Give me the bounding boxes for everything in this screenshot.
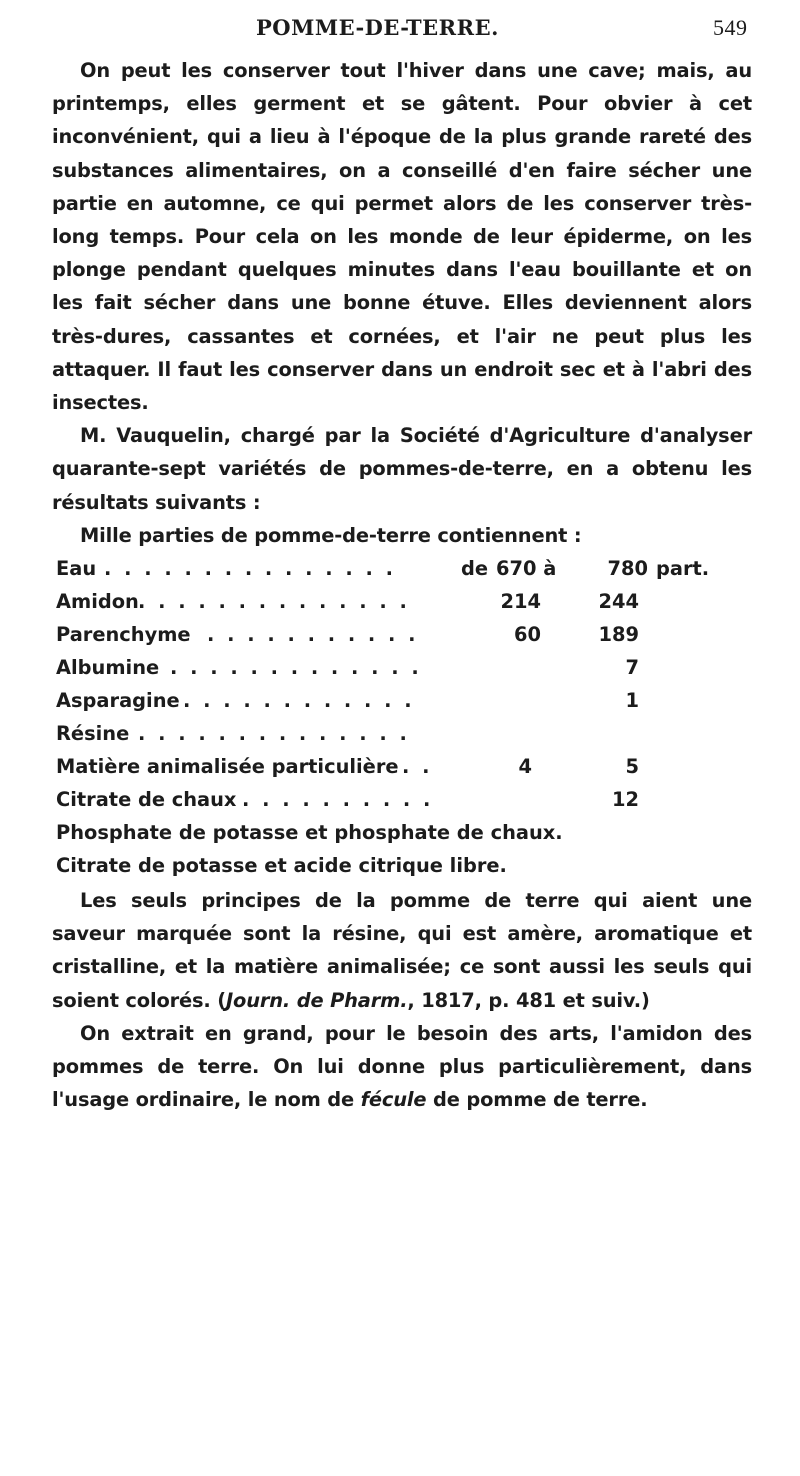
journal-citation: Journ. de Pharm. xyxy=(225,988,408,1012)
row-value-max: 189 xyxy=(598,623,639,647)
row-value-max: 780 xyxy=(607,557,648,581)
citation-details: , 1817, p. 481 et suiv.) xyxy=(407,988,650,1012)
table-row xyxy=(52,651,752,684)
table-note-phosphates: Phosphate de potasse et phosphate de chaux. xyxy=(56,821,563,845)
leader-dots: . . . . . . . . . . . xyxy=(207,623,419,647)
row-label: Asparagine xyxy=(56,689,180,713)
row-value-max: 244 xyxy=(598,590,639,614)
fecule-text-end: de pomme de terre. xyxy=(426,1088,648,1112)
fecule-text: On extrait en grand, pour le besoin des arts, l'amidon des pommes de terre. On lui donne plus particulièrement, dans l'usage ordinaire, le nom de xyxy=(52,1021,752,1112)
paragraph-flavour xyxy=(52,884,752,1017)
row-unit: part. xyxy=(656,557,710,581)
leader-dots: . . . . . . . . . . xyxy=(242,788,434,812)
composition-table xyxy=(52,552,752,882)
row-value-max: 1 xyxy=(625,689,639,713)
row-label: Eau xyxy=(56,557,97,581)
table-row xyxy=(52,783,752,816)
fecule-term: fécule xyxy=(360,1088,427,1112)
row-value-max: 5 xyxy=(625,755,639,779)
row-label: Citrate de chaux xyxy=(56,788,237,812)
leader-dots: . . . . . . . . . . . . . . xyxy=(138,590,410,614)
row-value-min: 214 xyxy=(500,590,541,614)
row-label: Matière animalisée particulière xyxy=(56,755,399,779)
table-row xyxy=(52,684,752,717)
leader-dots: . . . . . . . . . . . . . . . xyxy=(104,557,397,581)
row-value-min: 670 à xyxy=(496,557,557,581)
row-prefix: de xyxy=(461,557,489,581)
row-label: Parenchyme xyxy=(56,623,191,647)
paragraph-table-intro: Mille parties de pomme-de-terre contiennent : xyxy=(80,523,582,547)
row-value-max: 7 xyxy=(625,656,639,680)
row-label: Albumine xyxy=(56,656,160,680)
book-page xyxy=(52,0,752,1116)
row-value-min: 60 xyxy=(514,623,541,647)
row-value-max: 12 xyxy=(612,788,639,812)
table-note-citrate: Citrate de potasse et acide citrique libre. xyxy=(56,854,507,878)
page-number: 549 xyxy=(713,15,748,40)
table-row xyxy=(52,618,752,651)
paragraph-fecule xyxy=(52,1017,752,1117)
leader-dots: . . xyxy=(402,755,433,779)
table-row xyxy=(52,552,752,585)
running-head: POMME-DE-TERRE. xyxy=(256,15,499,40)
page-header xyxy=(52,0,752,54)
row-label: Résine xyxy=(56,722,130,746)
leader-dots: . . . . . . . . . . . . xyxy=(183,689,415,713)
leader-dots: . . . . . . . . . . . . . . xyxy=(138,722,410,746)
row-label: Amidon xyxy=(56,590,139,614)
paragraph-conservation: On peut les conserver tout l'hiver dans une cave; mais, au printemps, elles germent et se gâtent. Pour obvier à cet inconvénient, qui a lieu à l'époque de la plus grande rareté des substances alimentaires, on a conseillé d'en faire sécher une partie en automne, ce qui permet alors de les conserver très-long temps. Pour cela on les monde de leur épiderme, on les plonge pendant quelques minutes dans l'eau bouillante et on les fait sécher dans une bonne étuve. Elles deviennent alors très-dures, cassantes et cornées, et l'air ne peut plus les attaquer. Il faut les conserver dans un endroit sec et à l'abri des insectes. xyxy=(52,59,752,415)
leader-dots: . . . . . . . . . . . . . xyxy=(170,656,422,680)
flavour-text: Les seuls principes de la pomme de terre qui aient une saveur marquée sont la résine, qui est amère, aromatique et cristalline, et la matière animalisée; ce sont aussi les seuls qui soient colorés. ( xyxy=(52,889,752,1012)
table-row xyxy=(52,585,752,618)
table-row xyxy=(52,717,752,750)
row-value-min: 4 xyxy=(518,755,532,779)
table-row xyxy=(52,750,752,783)
paragraph-vauquelin: M. Vauquelin, chargé par la Société d'Agriculture d'analyser quarante-sept variétés de pommes-de-terre, en a obtenu les résultats suivants : xyxy=(52,424,752,514)
